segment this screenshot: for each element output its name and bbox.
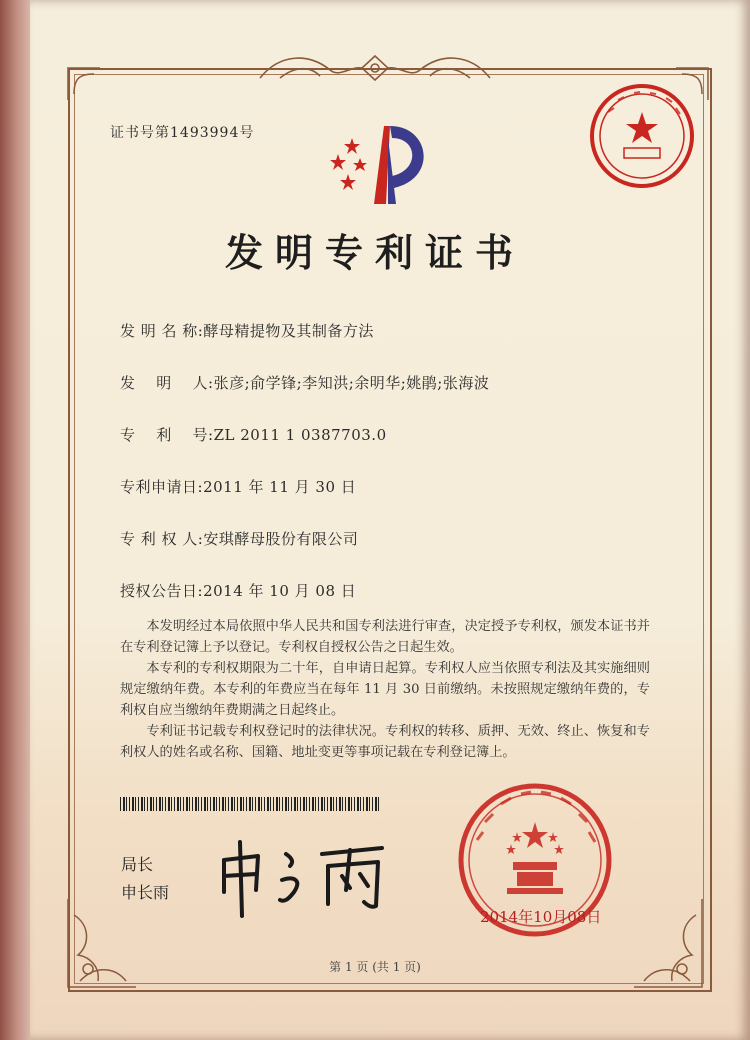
field-label: 发 明 名 称: <box>120 322 204 340</box>
body-paragraph: 本专利的专利权期限为二十年，自申请日起算。专利权人应当依照专利法及其实施细则规定缴纳年费。本专利的年费应当在每年 11 月 30 日前缴纳。未按照规定缴纳年费的，专利权自应当缴纳年费期满之日起终止。 <box>120 661 650 718</box>
signature-icon <box>210 830 400 920</box>
page-number: 第 1 页 (共 1 页) <box>329 960 421 974</box>
corner-ornament-bottom-left-icon <box>60 895 140 995</box>
body-paragraph: 专利证书记载专利权登记时的法律状况。专利权的转移、质押、无效、终止、恢复和专利权人的姓名或名称、国籍、地址变更等事项记载在专利登记簿上。 <box>120 724 650 760</box>
corner-ornament-top-left-icon <box>64 64 104 104</box>
certificate-number: 证书号第1493994号 <box>110 125 255 141</box>
field-grant-date <box>120 580 356 601</box>
field-label: 专 利 号: <box>120 426 214 444</box>
field-label: 专利申请日: <box>120 478 204 496</box>
field-label: 发 明 人: <box>120 374 214 392</box>
certificate-title: 发明专利证书 <box>224 230 525 275</box>
certificate-body <box>120 616 650 763</box>
agency-seal-icon <box>588 82 696 190</box>
director-title: 局长 <box>121 855 154 874</box>
director-name: 申长雨 <box>121 883 170 902</box>
field-label: 授权公告日: <box>120 582 204 600</box>
barcode-icon <box>120 797 380 811</box>
seal-date: 2014年10月08日 <box>480 908 602 926</box>
field-value: 2014 年 10 月 08 日 <box>203 582 357 600</box>
top-ornament-icon <box>250 48 500 88</box>
field-patentee <box>120 528 358 549</box>
corner-ornament-bottom-right-icon <box>630 895 710 995</box>
field-inventors <box>120 372 489 393</box>
patent-office-emblem-icon <box>330 118 440 210</box>
field-application-date <box>120 476 356 497</box>
field-invention-name <box>120 320 374 341</box>
field-patent-number <box>120 424 387 445</box>
field-value: 酵母精提物及其制备方法 <box>203 322 374 340</box>
field-value: 张彦;俞学锋;李知洪;余明华;姚鹃;张海波 <box>213 374 490 392</box>
body-paragraph: 本发明经过本局依照中华人民共和国专利法进行审查，决定授予专利权，颁发本证书并在专利登记簿上予以登记。专利权自授权公告之日起生效。 <box>120 619 650 655</box>
field-value: ZL 2011 1 0387703.0 <box>213 426 387 444</box>
field-value: 2011 年 11 月 30 日 <box>203 478 357 496</box>
field-label: 专 利 权 人: <box>120 530 204 548</box>
field-value: 安琪酵母股份有限公司 <box>203 530 359 548</box>
